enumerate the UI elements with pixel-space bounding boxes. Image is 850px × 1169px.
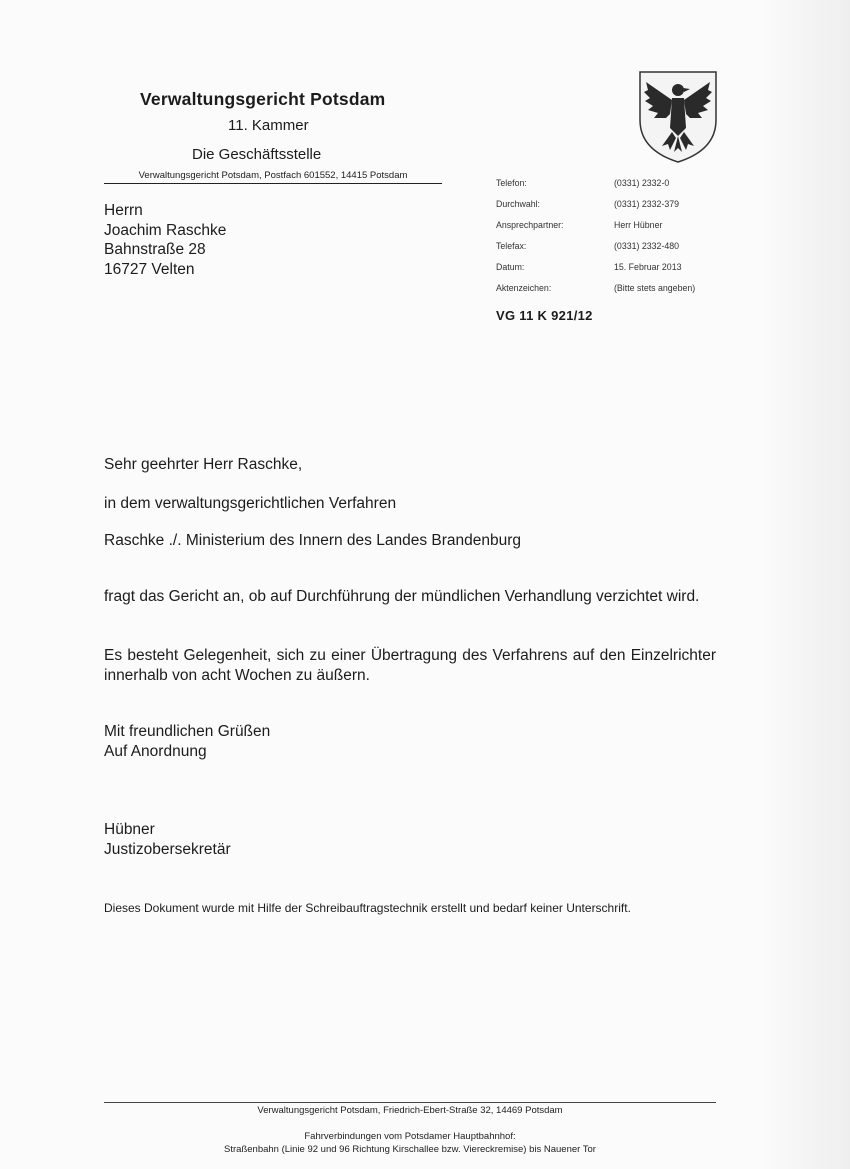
info-label: Ansprechpartner: (496, 220, 564, 230)
signature-block (104, 820, 231, 859)
info-label: Durchwahl: (496, 199, 541, 209)
closing (104, 722, 270, 761)
court-name: Verwaltungsgericht Potsdam (140, 89, 386, 109)
no-signature-notice: Dieses Dokument wurde mit Hilfe der Schreibauftragstechnik erstellt und bedarf keiner Unterschrift. (104, 901, 631, 915)
case-parties: Raschke ./. Ministerium des Innern des Landes Brandenburg (104, 532, 522, 549)
paragraph-transfer: Es besteht Gelegenheit, sich zu einer Übertragung des Verfahrens auf den Einzelrichter innerhalb von acht Wochen zu äußern. (104, 647, 716, 684)
footer-transit-title: Fahrverbindungen vom Potsdamer Hauptbahnhof: (304, 1131, 516, 1142)
info-value: (0331) 2332-379 (614, 199, 680, 209)
signer-title: Justizobersekretär (104, 840, 231, 858)
recipient-street: Bahnstraße 28 (104, 241, 206, 258)
info-value: 15. Februar 2013 (614, 262, 682, 272)
closing-order: Auf Anordnung (104, 742, 207, 760)
recipient-title: Herrn (104, 202, 143, 219)
info-label: Aktenzeichen: (496, 283, 552, 293)
info-value: (0331) 2332-480 (614, 241, 680, 251)
info-value: (0331) 2332-0 (614, 178, 670, 188)
salutation: Sehr geehrter Herr Raschke, (104, 456, 303, 473)
proceedings-intro: in dem verwaltungsgerichtlichen Verfahren (104, 495, 397, 512)
recipient-name: Joachim Raschke (104, 221, 227, 239)
case-number: VG 11 K 921/12 (496, 308, 593, 323)
paragraph-inquiry: fragt das Gericht an, ob auf Durchführung der mündlichen Verhandlung verzichtet wird. (104, 588, 700, 605)
recipient-address (104, 201, 226, 279)
info-value: (Bitte stets angeben) (614, 283, 696, 293)
signer-name: Hübner (104, 821, 155, 838)
footer-address: Verwaltungsgericht Potsdam, Friedrich-Ebert-Straße 32, 14469 Potsdam (257, 1105, 563, 1116)
footer-transit-route: Straßenbahn (Linie 92 und 96 Richtung Kirschallee bzw. Viereckremise) bis Nauener Tor (224, 1144, 596, 1155)
info-label: Telefon: (496, 178, 527, 188)
info-label: Telefax: (496, 241, 527, 251)
info-label: Datum: (496, 262, 525, 272)
return-address: Verwaltungsgericht Potsdam, Postfach 601552, 14415 Potsdam (104, 170, 442, 184)
coat-of-arms-eagle-icon (636, 68, 720, 164)
scan-shading (760, 0, 850, 1169)
recipient-city: 16727 Velten (104, 260, 195, 278)
footer-divider (104, 1102, 716, 1103)
info-value: Herr Hübner (614, 220, 663, 230)
chamber: 11. Kammer (228, 117, 309, 134)
office-name: Die Geschäftsstelle (192, 146, 322, 163)
closing-greeting: Mit freundlichen Grüßen (104, 723, 271, 740)
